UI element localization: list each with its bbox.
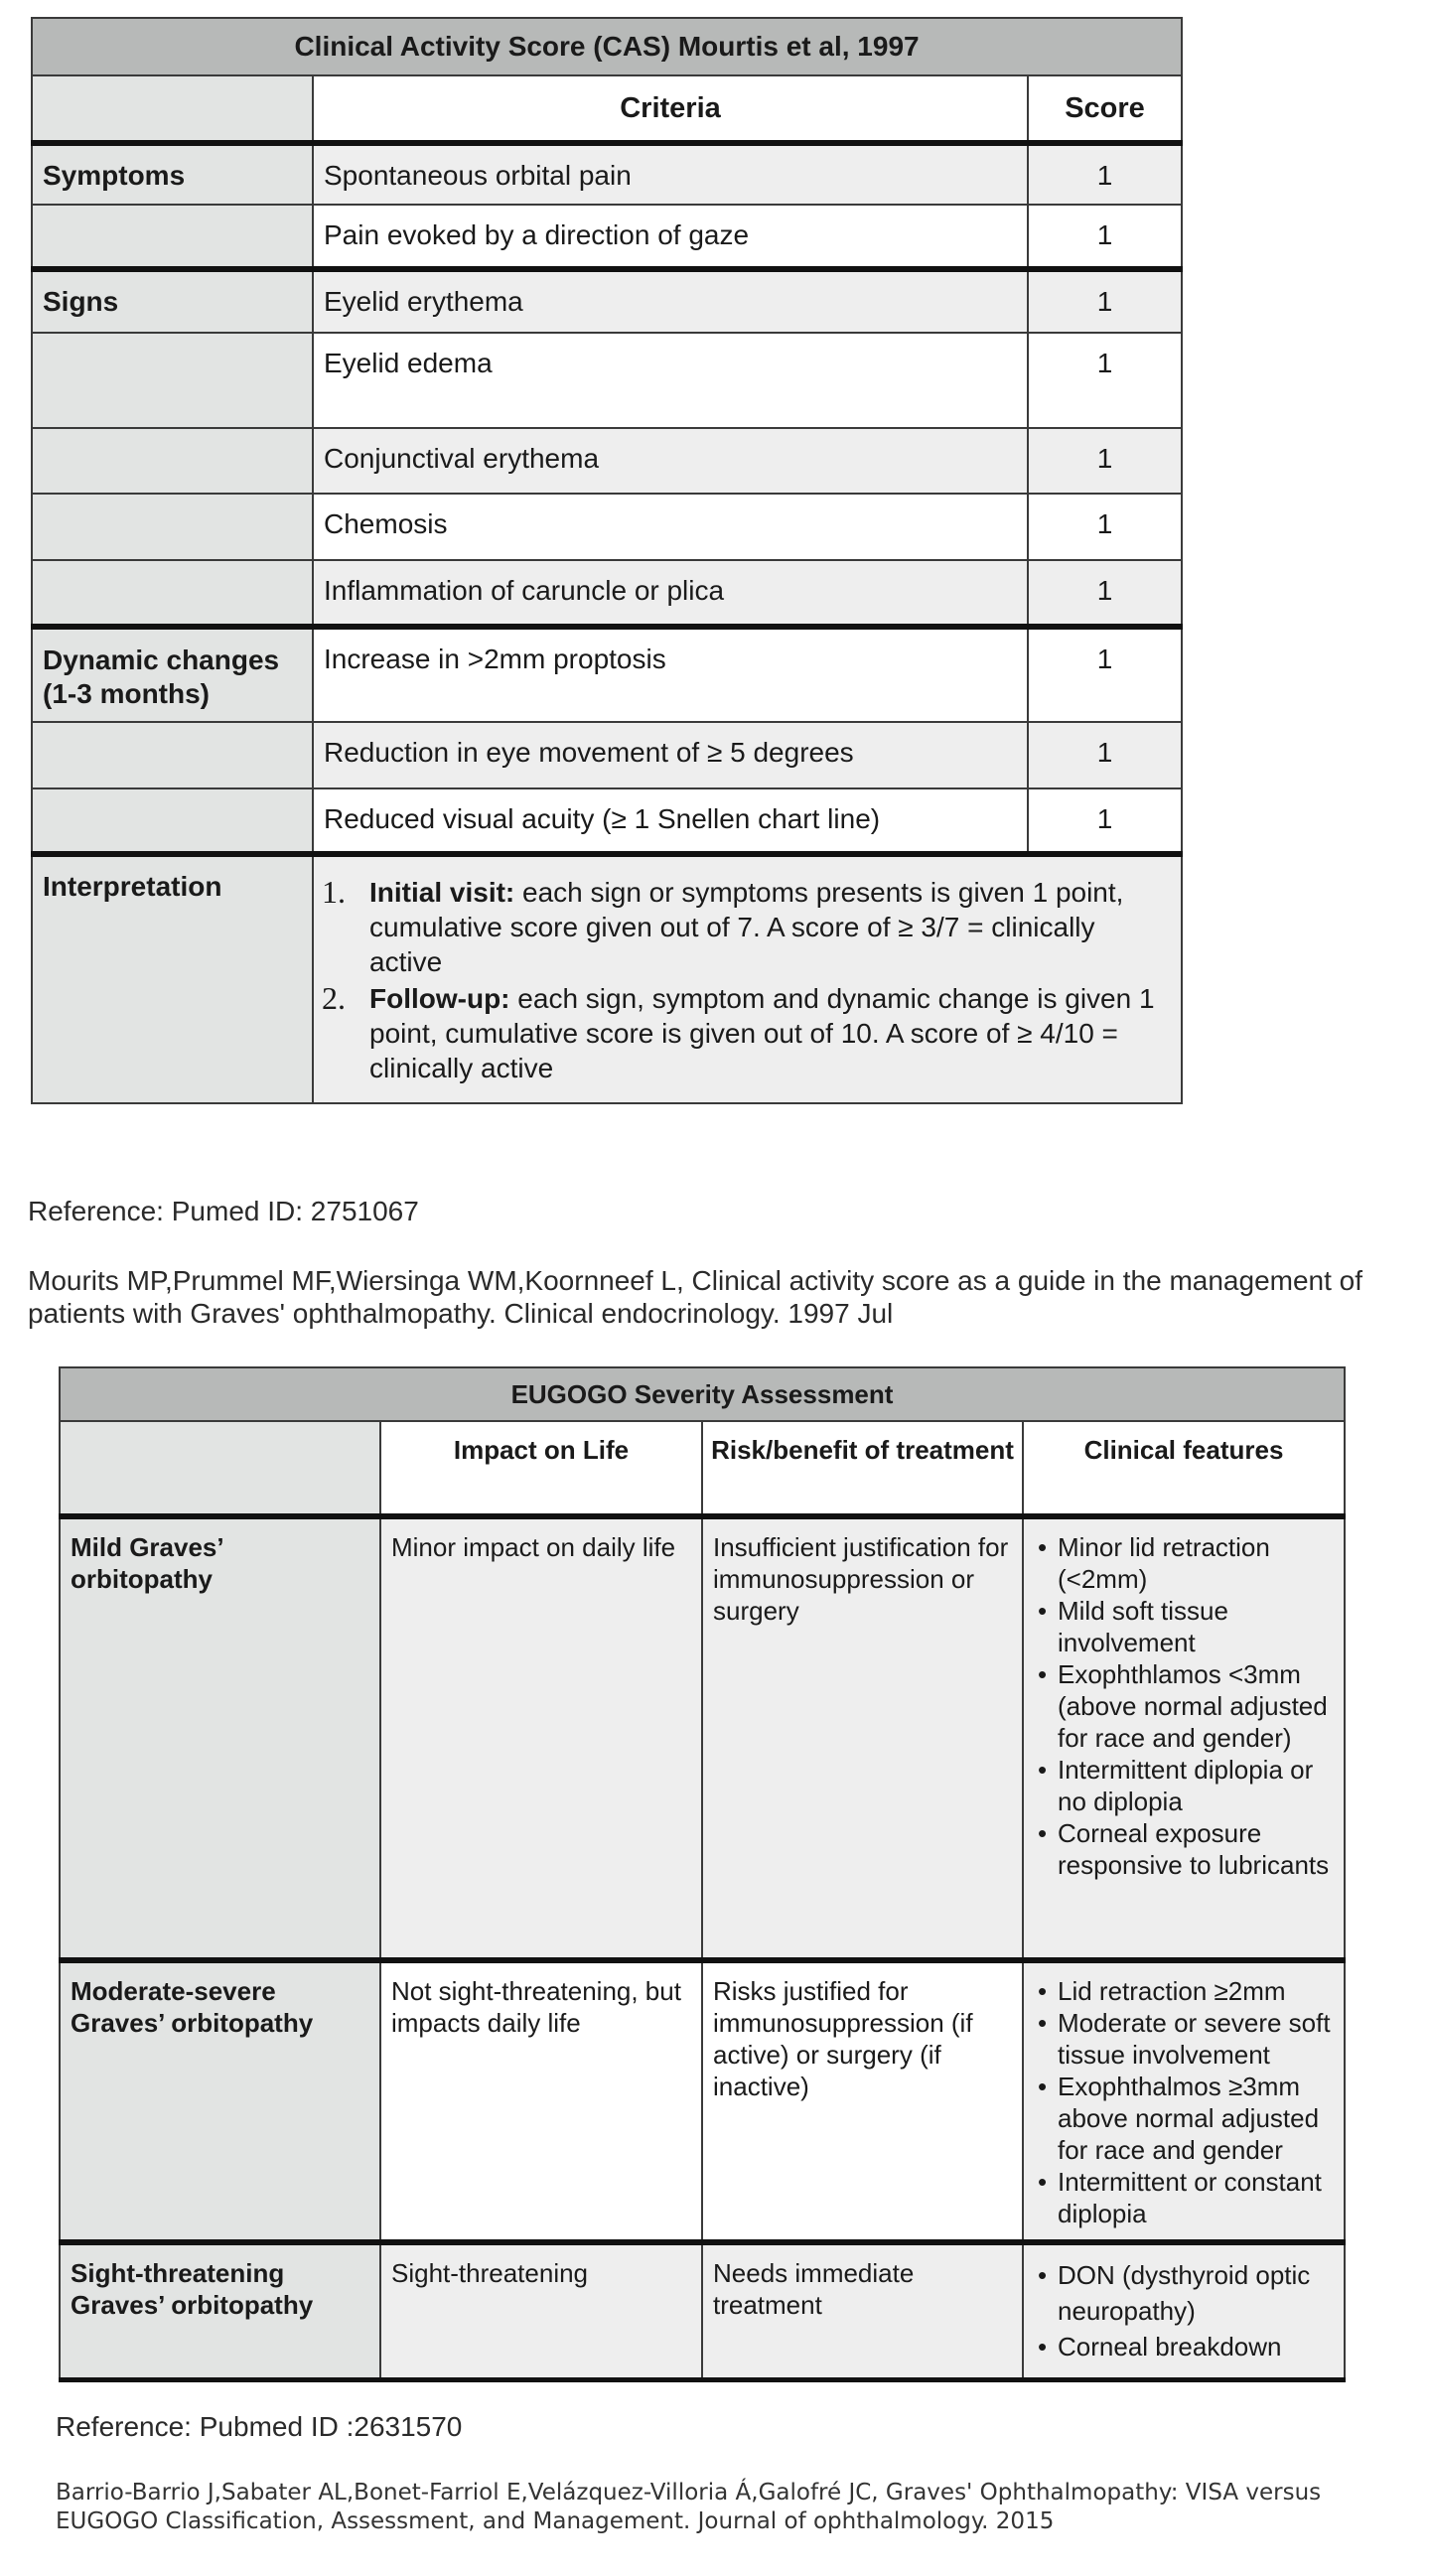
list-item: • Lid retraction ≥2mm <box>1034 1975 1334 2007</box>
cas-criteria: Eyelid erythema <box>313 269 1028 333</box>
interpretation-heading: Follow-up: <box>369 983 510 1014</box>
cas-category <box>32 428 313 494</box>
cas-category <box>32 333 313 428</box>
table-row <box>60 1960 1345 2242</box>
cas-score: 1 <box>1028 494 1182 560</box>
interpretation-label: Interpretation <box>32 854 313 1103</box>
cas-title: Clinical Activity Score (CAS) Mourtis et al, 1997 <box>32 18 1182 75</box>
eugogo-header-impact: Impact on Life <box>380 1421 702 1516</box>
eugogo-features <box>1023 1960 1345 2242</box>
eugogo-grade: Mild Graves’ orbitopathy <box>60 1516 380 1960</box>
table-row <box>32 722 1182 788</box>
table-row <box>32 269 1182 333</box>
interpretation-number: 1. <box>322 874 346 910</box>
cas-criteria: Increase in >2mm proptosis <box>313 627 1028 722</box>
cas-criteria: Pain evoked by a direction of gaze <box>313 205 1028 269</box>
eugogo-header-risk: Risk/benefit of treatment <box>702 1421 1023 1516</box>
table-row <box>32 333 1182 428</box>
cas-category: Signs <box>32 269 313 333</box>
list-item: • Corneal breakdown <box>1034 2329 1334 2364</box>
table-row <box>32 205 1182 269</box>
table-row <box>60 2242 1345 2379</box>
list-item: • Mild soft tissue involvement <box>1034 1595 1334 1658</box>
cas-category: Symptoms <box>32 143 313 205</box>
cas-score: 1 <box>1028 333 1182 428</box>
list-item: • DON (dysthyroid optic neuropathy) <box>1034 2257 1334 2329</box>
table-row <box>32 428 1182 494</box>
cas-criteria: Eyelid edema <box>313 333 1028 428</box>
eugogo-grade: Sight-threatening Graves’ orbitopathy <box>60 2242 380 2379</box>
eugogo-table <box>59 1366 1346 2382</box>
list-item: • Intermittent or constant diplopia <box>1034 2166 1334 2229</box>
cas-category <box>32 788 313 854</box>
cas-criteria: Reduction in eye movement of ≥ 5 degrees <box>313 722 1028 788</box>
eugogo-header-blank <box>60 1421 380 1516</box>
eugogo-risk: Risks justified for immunosuppression (if active) or surgery (if inactive) <box>702 1960 1023 2242</box>
eugogo-impact: Not sight-threatening, but impacts daily life <box>380 1960 702 2242</box>
reference-label: Reference: Pumed ID: 2751067 <box>28 1196 419 1226</box>
cas-score: 1 <box>1028 205 1182 269</box>
interpretation-number: 2. <box>322 980 346 1016</box>
eugogo-features <box>1023 2242 1345 2379</box>
list-item: • Corneal exposure responsive to lubricants <box>1034 1817 1334 1881</box>
cas-score: 1 <box>1028 269 1182 333</box>
list-item: • Intermittent diplopia or no diplopia <box>1034 1754 1334 1817</box>
eugogo-grade: Moderate-severe Graves’ orbitopathy <box>60 1960 380 2242</box>
cas-criteria: Conjunctival erythema <box>313 428 1028 494</box>
cas-header-blank <box>32 75 313 143</box>
cas-header-score: Score <box>1028 75 1182 143</box>
interpretation-item <box>322 875 1171 979</box>
eugogo-impact: Sight-threatening <box>380 2242 702 2379</box>
cas-header-criteria: Criteria <box>313 75 1028 143</box>
eugogo-risk: Needs immediate treatment <box>702 2242 1023 2379</box>
eugogo-impact: Minor impact on daily life <box>380 1516 702 1960</box>
cas-score: 1 <box>1028 143 1182 205</box>
table-row <box>32 143 1182 205</box>
cas-criteria: Inflammation of caruncle or plica <box>313 560 1028 627</box>
cas-criteria: Chemosis <box>313 494 1028 560</box>
cas-category <box>32 560 313 627</box>
table-row <box>32 560 1182 627</box>
cas-score: 1 <box>1028 722 1182 788</box>
cas-category <box>32 205 313 269</box>
interpretation-body <box>313 854 1182 1103</box>
cas-category <box>32 722 313 788</box>
table-row <box>32 854 1182 1103</box>
interpretation-text: each sign or symptoms presents is given 1 point, cumulative score given out of 7. A score of ≥ 3/7 = clinically active <box>369 877 1124 977</box>
list-item: • Exophthlamos <3mm (above normal adjusted for race and gender) <box>1034 1658 1334 1754</box>
list-item: • Moderate or severe soft tissue involvement <box>1034 2007 1334 2071</box>
cas-category: Dynamic changes (1-3 months) <box>32 627 313 722</box>
eugogo-title: EUGOGO Severity Assessment <box>60 1367 1345 1421</box>
cas-criteria: Reduced visual acuity (≥ 1 Snellen chart line) <box>313 788 1028 854</box>
eugogo-risk: Insufficient justification for immunosuppression or surgery <box>702 1516 1023 1960</box>
table-row <box>32 627 1182 722</box>
interpretation-text: each sign, symptom and dynamic change is given 1 point, cumulative score is given out of 10. A score of ≥ 4/10 = clinically active <box>369 983 1155 1083</box>
cas-criteria: Spontaneous orbital pain <box>313 143 1028 205</box>
list-item: • Exophthalmos ≥3mm above normal adjusted for race and gender <box>1034 2071 1334 2166</box>
cas-score: 1 <box>1028 428 1182 494</box>
cas-table <box>31 17 1183 1104</box>
table-row <box>32 494 1182 560</box>
table-row <box>32 788 1182 854</box>
interpretation-item <box>322 981 1171 1085</box>
eugogo-header-features: Clinical features <box>1023 1421 1345 1516</box>
list-item: • Minor lid retraction (<2mm) <box>1034 1531 1334 1595</box>
cas-score: 1 <box>1028 788 1182 854</box>
eugogo-features <box>1023 1516 1345 1960</box>
cas-score: 1 <box>1028 560 1182 627</box>
reference-label: Reference: Pubmed ID :2631570 <box>56 2411 463 2442</box>
table-row <box>60 1516 1345 1960</box>
reference-citation: Barrio-Barrio J,Sabater AL,Bonet-Farriol E,Velázquez-Villoria Á,Galofré JC, Graves' Ophthalmopathy: VISA versus EUGOGO Classification, Assessment, and Management. Journal of ophthalmology. 2015 <box>56 2480 1322 2534</box>
cas-score: 1 <box>1028 627 1182 722</box>
cas-category <box>32 494 313 560</box>
reference-citation: Mourits MP,Prummel MF,Wiersinga WM,Koornneef L, Clinical activity score as a guide in the management of patients with Graves' ophthalmopathy. Clinical endocrinology. 1997 Jul <box>28 1265 1363 1329</box>
interpretation-heading: Initial visit: <box>369 877 515 908</box>
